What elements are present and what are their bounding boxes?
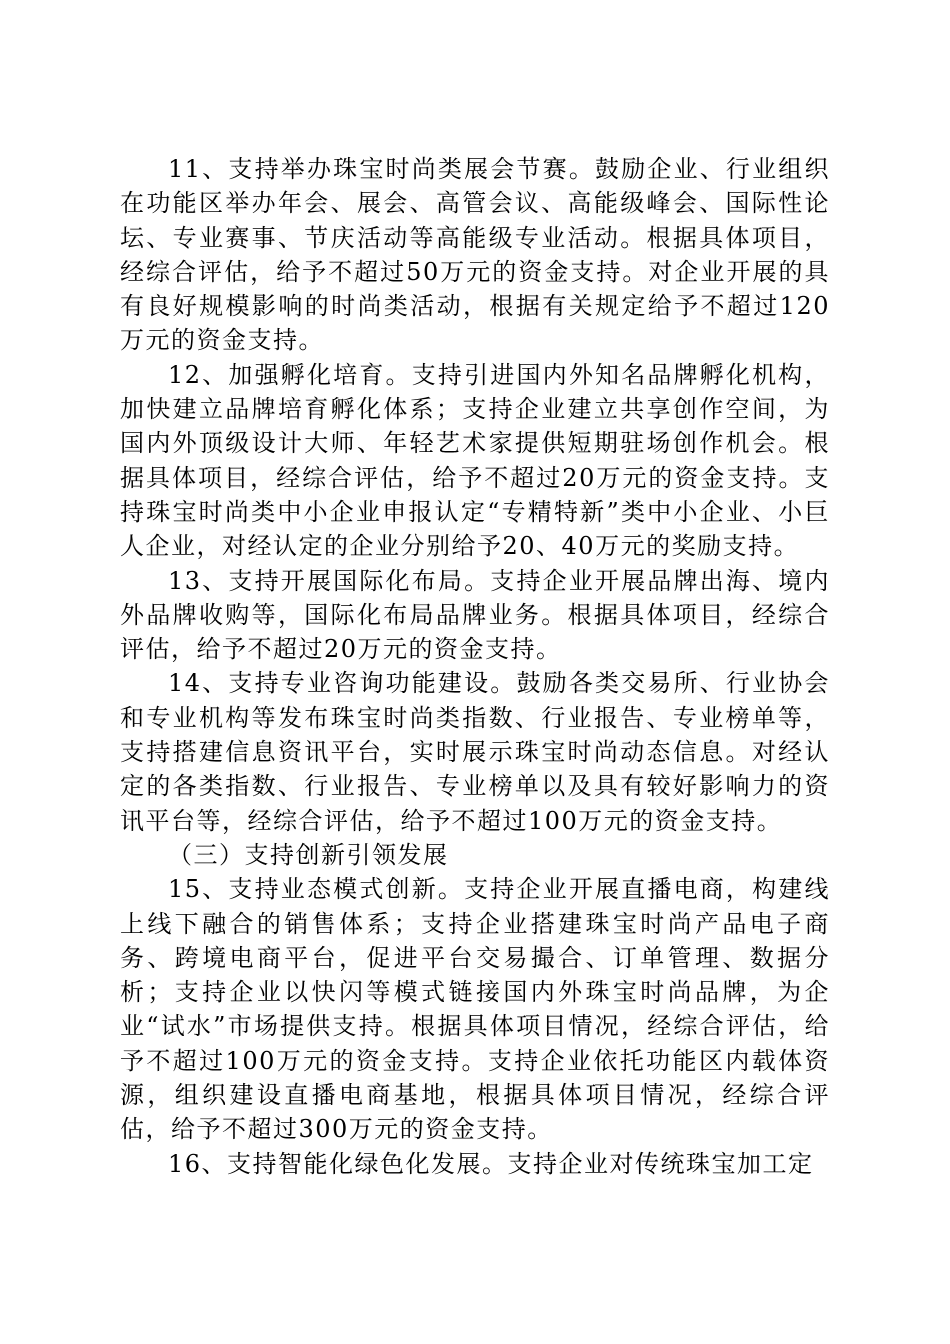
paragraph-11: 11、支持举办珠宝时尚类展会节赛。鼓励企业、行业组织在功能区举办年会、展会、高管会议、高能级峰会、国际性论坛、专业赛事、节庆活动等高能级专业活动。根据具体项目，经综合评估，给予不超过50万元的资金支持。对企业开展的具有良好规模影响的时尚类活动，根据有关规定给予不超过120万元的资金支持。 — [120, 155, 830, 355]
paragraph-15: 15、支持业态模式创新。支持企业开展直播电商，构建线上线下融合的销售体系；支持企业搭建珠宝时尚产品电子商务、跨境电商平台，促进平台交易撮合、订单管理、数据分析；支持企业以快闪等模式链接国内外珠宝时尚品牌，为企业“试水”市场提供支持。根据具体项目情况，经综合评估，给予不超过100万元的资金支持。支持企业依托功能区内载体资源，组织建设直播电商基地，根据具体项目情况，经综合评估，给予不超过300万元的资金支持。 — [120, 875, 830, 1144]
document-body — [120, 152, 830, 1181]
paragraph-12: 12、加强孵化培育。支持引进国内外知名品牌孵化机构，加快建立品牌培育孵化体系；支持企业建立共享创作空间，为国内外顶级设计大师、年轻艺术家提供短期驻场创作机会。根据具体项目，经综合评估，给予不超过20万元的资金支持。支持珠宝时尚类中小企业申报认定“专精特新”类中小企业、小巨人企业，对经认定的企业分别给予20、40万元的奖励支持。 — [120, 360, 830, 561]
paragraph-16: 16、支持智能化绿色化发展。支持企业对传统珠宝加工定 — [168, 1149, 814, 1178]
section-heading-3: （三）支持创新引领发展 — [168, 840, 449, 869]
paragraph-14: 14、支持专业咨询功能建设。鼓励各类交易所、行业协会和专业机构等发布珠宝时尚类指数、行业报告、专业榜单等，支持搭建信息资讯平台，实时展示珠宝时尚动态信息。对经认定的各类指数、行业报告、专业榜单以及具有较好影响力的资讯平台等，经综合评估，给予不超过100万元的资金支持。 — [120, 669, 830, 835]
paragraph-13: 13、支持开展国际化布局。支持企业开展品牌出海、境内外品牌收购等，国际化布局品牌业务。根据具体项目，经综合评估，给予不超过20万元的资金支持。 — [120, 566, 830, 664]
